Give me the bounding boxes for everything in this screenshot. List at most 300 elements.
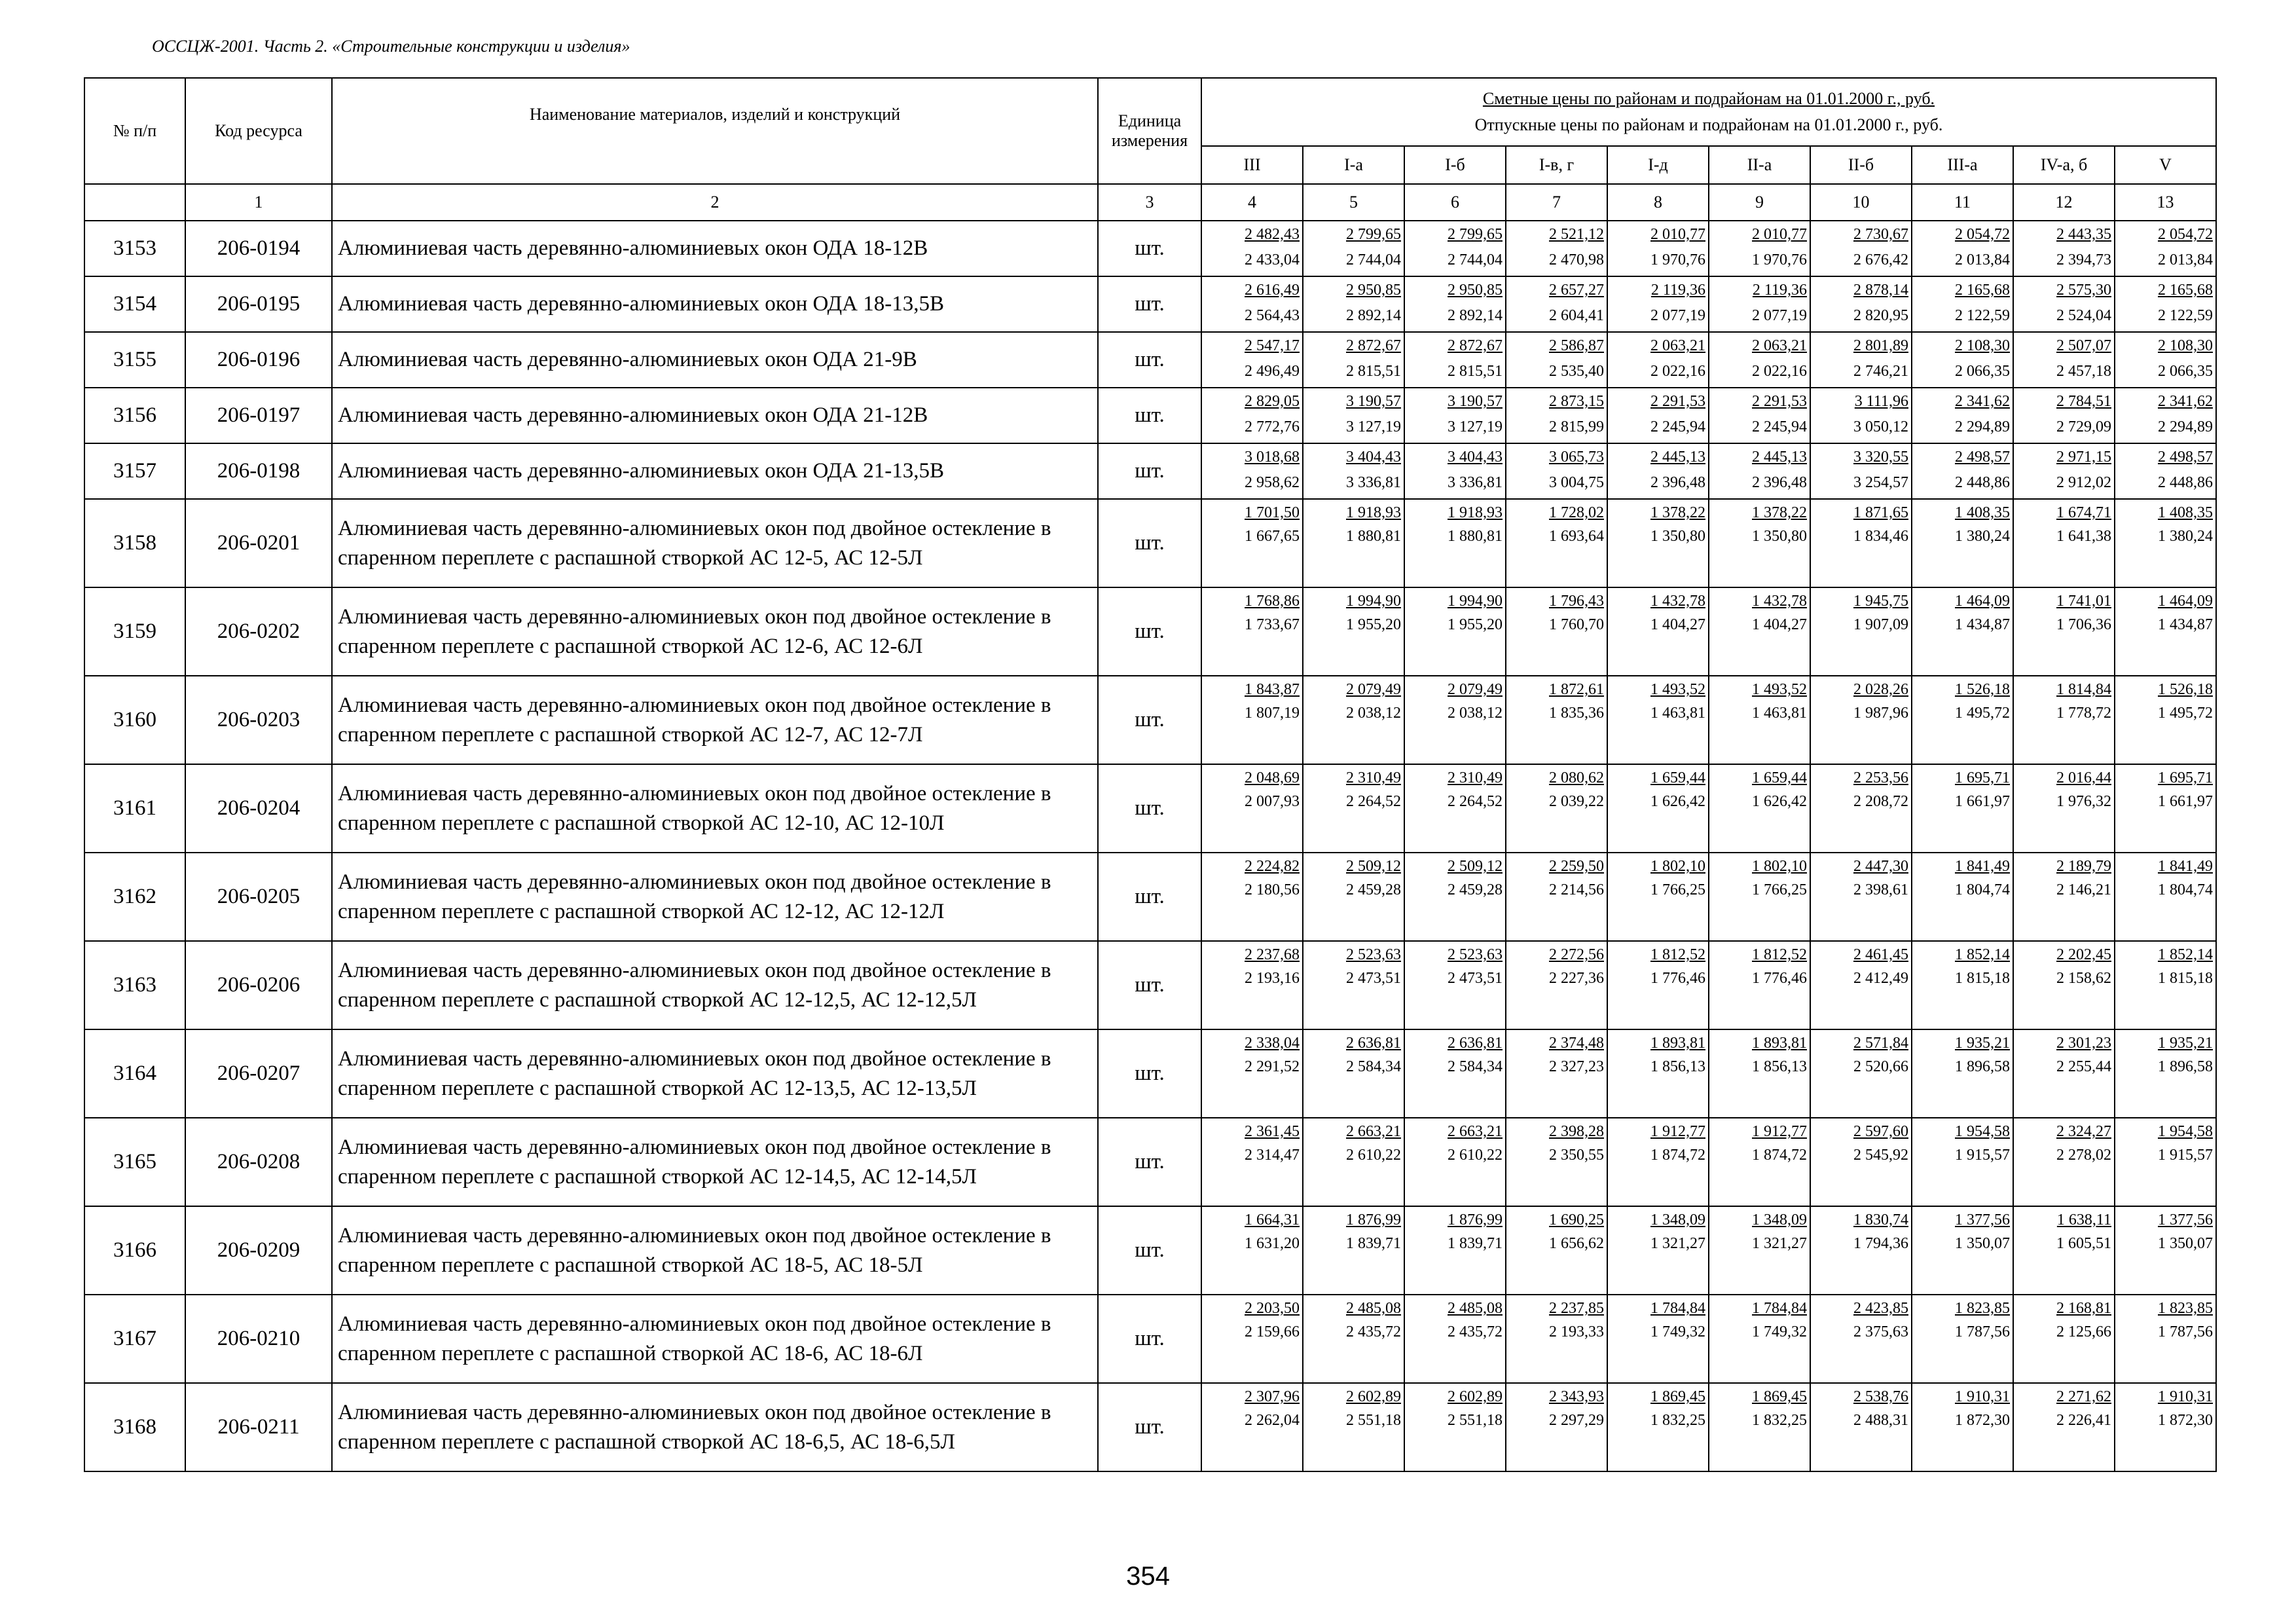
price-cell bbox=[1201, 1206, 1303, 1295]
estimate-price: 3 190,57 bbox=[1448, 393, 1503, 410]
estimate-price: 1 378,22 bbox=[1650, 504, 1705, 521]
estimate-price: 1 728,02 bbox=[1549, 504, 1604, 521]
release-price: 2 535,40 bbox=[1549, 363, 1604, 380]
release-price: 2 448,86 bbox=[2158, 474, 2213, 491]
region-header: I-в, г bbox=[1506, 146, 1607, 184]
price-cell bbox=[1201, 1383, 1303, 1471]
estimate-price: 2 443,35 bbox=[2056, 226, 2111, 243]
price-cell bbox=[1303, 676, 1404, 764]
estimate-price: 2 485,08 bbox=[1346, 1300, 1401, 1317]
price-cell bbox=[1506, 332, 1607, 388]
release-price: 1 804,74 bbox=[2158, 881, 2213, 898]
region-header: III-а bbox=[1912, 146, 2013, 184]
estimate-price: 2 482,43 bbox=[1245, 226, 1300, 243]
price-cell bbox=[2115, 1383, 2216, 1471]
estimate-price: 1 912,77 bbox=[1752, 1123, 1807, 1140]
estimate-price: 2 259,50 bbox=[1549, 858, 1604, 875]
release-price: 2 038,12 bbox=[1346, 705, 1401, 722]
estimate-price: 1 994,90 bbox=[1346, 593, 1401, 610]
release-price: 1 706,36 bbox=[2056, 616, 2111, 633]
estimate-price: 2 507,07 bbox=[2056, 337, 2111, 354]
estimate-price: 2 801,89 bbox=[1853, 337, 1908, 354]
price-cell bbox=[1709, 587, 1810, 676]
release-price: 1 749,32 bbox=[1752, 1323, 1807, 1340]
column-number: 5 bbox=[1303, 184, 1404, 221]
table-row bbox=[84, 1383, 2216, 1471]
release-price: 2 815,51 bbox=[1346, 363, 1401, 380]
price-cell bbox=[2013, 221, 2115, 276]
estimate-price: 1 408,35 bbox=[2158, 504, 2213, 521]
release-price: 2 245,94 bbox=[1752, 418, 1807, 435]
estimate-price: 2 829,05 bbox=[1245, 393, 1300, 410]
estimate-price: 2 950,85 bbox=[1448, 282, 1503, 299]
unit: шт. bbox=[1098, 853, 1201, 941]
release-price: 2 604,41 bbox=[1549, 307, 1604, 324]
release-price: 2 180,56 bbox=[1245, 881, 1300, 898]
estimate-price: 2 189,79 bbox=[2056, 858, 2111, 875]
release-price: 2 122,59 bbox=[2158, 307, 2213, 324]
price-cell bbox=[1709, 1029, 1810, 1118]
price-cell bbox=[1709, 388, 1810, 443]
release-price: 2 457,18 bbox=[2056, 363, 2111, 380]
price-cell bbox=[1607, 853, 1709, 941]
estimate-price: 1 918,93 bbox=[1346, 504, 1401, 521]
price-cell bbox=[1912, 443, 2013, 499]
release-price: 2 264,52 bbox=[1346, 793, 1401, 810]
price-cell bbox=[1404, 1206, 1506, 1295]
estimate-price: 2 602,89 bbox=[1448, 1388, 1503, 1405]
item-name: Алюминиевая часть деревянно-алюминиевых окон под двойное остекление в спаренном переплете с распашной створкой АС 12-5, АС 12-5Л bbox=[332, 499, 1098, 587]
estimate-price: 2 165,68 bbox=[1955, 282, 2010, 299]
price-cell bbox=[1912, 1206, 2013, 1295]
price-cell bbox=[2115, 388, 2216, 443]
estimate-price: 1 910,31 bbox=[1955, 1388, 2010, 1405]
item-name: Алюминиевая часть деревянно-алюминиевых окон ОДА 21-13,5В bbox=[332, 443, 1098, 499]
release-price: 1 955,20 bbox=[1448, 616, 1503, 633]
row-number: 3157 bbox=[84, 443, 185, 499]
release-price: 1 626,42 bbox=[1752, 793, 1807, 810]
release-price: 2 013,84 bbox=[1955, 251, 2010, 268]
estimate-price: 1 843,87 bbox=[1245, 681, 1300, 698]
price-cell bbox=[1709, 332, 1810, 388]
estimate-price: 2 509,12 bbox=[1346, 858, 1401, 875]
release-price: 2 610,22 bbox=[1346, 1147, 1401, 1164]
estimate-price: 1 408,35 bbox=[1955, 504, 2010, 521]
price-cell bbox=[1201, 941, 1303, 1029]
estimate-price: 2 080,62 bbox=[1549, 769, 1604, 786]
unit: шт. bbox=[1098, 443, 1201, 499]
release-price: 1 832,25 bbox=[1650, 1412, 1705, 1429]
estimate-price: 2 291,53 bbox=[1650, 393, 1705, 410]
release-price: 1 661,97 bbox=[2158, 793, 2213, 810]
price-cell bbox=[1607, 1118, 1709, 1206]
estimate-price: 2 307,96 bbox=[1245, 1388, 1300, 1405]
release-price: 1 987,96 bbox=[1853, 705, 1908, 722]
price-cell bbox=[1404, 332, 1506, 388]
estimate-price: 1 910,31 bbox=[2158, 1388, 2213, 1405]
estimate-price: 1 659,44 bbox=[1650, 769, 1705, 786]
price-cell bbox=[2115, 332, 2216, 388]
estimate-price: 2 509,12 bbox=[1448, 858, 1503, 875]
estimate-price: 1 432,78 bbox=[1752, 593, 1807, 610]
price-cell bbox=[2013, 276, 2115, 332]
table-row bbox=[84, 1206, 2216, 1295]
table-header bbox=[84, 78, 2216, 221]
price-cell bbox=[1607, 1206, 1709, 1295]
release-price: 2 433,04 bbox=[1245, 251, 1300, 268]
column-number: 7 bbox=[1506, 184, 1607, 221]
price-cell bbox=[1303, 587, 1404, 676]
price-cell bbox=[2115, 1118, 2216, 1206]
region-header: II-а bbox=[1709, 146, 1810, 184]
item-name: Алюминиевая часть деревянно-алюминиевых окон ОДА 21-12В bbox=[332, 388, 1098, 443]
price-cell bbox=[2013, 764, 2115, 853]
unit: шт. bbox=[1098, 587, 1201, 676]
release-price: 2 435,72 bbox=[1346, 1323, 1401, 1340]
price-cell bbox=[1607, 676, 1709, 764]
price-cell bbox=[1607, 221, 1709, 276]
resource-code: 206-0207 bbox=[185, 1029, 332, 1118]
release-price: 1 380,24 bbox=[2158, 528, 2213, 545]
price-cell bbox=[1709, 1118, 1810, 1206]
release-price: 1 787,56 bbox=[1955, 1323, 2010, 1340]
estimate-price: 2 398,28 bbox=[1549, 1123, 1604, 1140]
resource-code: 206-0198 bbox=[185, 443, 332, 499]
price-cell bbox=[1810, 941, 1912, 1029]
estimate-price: 2 301,23 bbox=[2056, 1035, 2111, 1052]
release-price: 2 077,19 bbox=[1650, 307, 1705, 324]
resource-code: 206-0210 bbox=[185, 1295, 332, 1383]
release-price: 2 146,21 bbox=[2056, 881, 2111, 898]
resource-code: 206-0208 bbox=[185, 1118, 332, 1206]
column-number: 11 bbox=[1912, 184, 2013, 221]
estimate-price: 2 237,68 bbox=[1245, 946, 1300, 963]
col-header-code: Код ресурса bbox=[185, 78, 332, 184]
column-number: 8 bbox=[1607, 184, 1709, 221]
page-number: 354 bbox=[1126, 1562, 1170, 1591]
col-header-price-group bbox=[1201, 78, 2216, 146]
release-price: 2 772,76 bbox=[1245, 418, 1300, 435]
price-cell bbox=[1201, 499, 1303, 587]
table-row bbox=[84, 941, 2216, 1029]
release-price: 1 434,87 bbox=[2158, 616, 2213, 633]
price-cell bbox=[1810, 388, 1912, 443]
release-price: 1 970,76 bbox=[1752, 251, 1807, 268]
price-cell bbox=[1607, 332, 1709, 388]
price-cell bbox=[2013, 388, 2115, 443]
price-cell bbox=[1404, 499, 1506, 587]
release-price: 2 815,51 bbox=[1448, 363, 1503, 380]
unit: шт. bbox=[1098, 388, 1201, 443]
region-header: III bbox=[1201, 146, 1303, 184]
release-price: 1 766,25 bbox=[1650, 881, 1705, 898]
region-header: I-а bbox=[1303, 146, 1404, 184]
estimate-price: 3 404,43 bbox=[1346, 449, 1401, 466]
item-name: Алюминиевая часть деревянно-алюминиевых окон под двойное остекление в спаренном переплете с распашной створкой АС 12-13,5, АС 12-13,5Л bbox=[332, 1029, 1098, 1118]
release-price: 2 214,56 bbox=[1549, 881, 1604, 898]
price-cell bbox=[1607, 1383, 1709, 1471]
release-price: 1 661,97 bbox=[1955, 793, 2010, 810]
price-cell bbox=[2013, 443, 2115, 499]
price-cell bbox=[1404, 1295, 1506, 1383]
item-name: Алюминиевая часть деревянно-алюминиевых окон под двойное остекление в спаренном переплете с распашной створкой АС 12-10, АС 12-10Л bbox=[332, 764, 1098, 853]
estimate-price: 2 063,21 bbox=[1650, 337, 1705, 354]
table-row bbox=[84, 443, 2216, 499]
price-cell bbox=[1506, 1383, 1607, 1471]
row-number: 3160 bbox=[84, 676, 185, 764]
price-cell bbox=[1201, 676, 1303, 764]
estimate-price: 2 873,15 bbox=[1549, 393, 1604, 410]
release-price: 2 958,62 bbox=[1245, 474, 1300, 491]
resource-code: 206-0211 bbox=[185, 1383, 332, 1471]
price-cell bbox=[1201, 221, 1303, 276]
release-price: 2 729,09 bbox=[2056, 418, 2111, 435]
price-cell bbox=[1201, 1295, 1303, 1383]
release-price: 1 896,58 bbox=[1955, 1058, 2010, 1075]
estimate-price: 1 464,09 bbox=[1955, 593, 2010, 610]
price-cell bbox=[1709, 1295, 1810, 1383]
price-cell bbox=[1607, 443, 1709, 499]
price-cell bbox=[1303, 853, 1404, 941]
release-price: 2 412,49 bbox=[1853, 970, 1908, 987]
price-cell bbox=[1303, 1118, 1404, 1206]
price-cell bbox=[1201, 853, 1303, 941]
price-cell bbox=[1912, 764, 2013, 853]
estimate-price: 1 784,84 bbox=[1650, 1300, 1705, 1317]
price-cell bbox=[1607, 764, 1709, 853]
release-price: 2 245,94 bbox=[1650, 418, 1705, 435]
estimate-price: 1 674,71 bbox=[2056, 504, 2111, 521]
release-price: 1 350,80 bbox=[1752, 528, 1807, 545]
estimate-price: 2 341,62 bbox=[1955, 393, 2010, 410]
estimate-price: 2 799,65 bbox=[1346, 226, 1401, 243]
price-cell bbox=[2013, 676, 2115, 764]
price-cell bbox=[1303, 443, 1404, 499]
price-cell bbox=[1810, 276, 1912, 332]
price-cell bbox=[1709, 499, 1810, 587]
price-cell bbox=[1709, 1383, 1810, 1471]
release-price: 2 545,92 bbox=[1853, 1147, 1908, 1164]
estimate-price: 1 814,84 bbox=[2056, 681, 2111, 698]
price-cell bbox=[2115, 1295, 2216, 1383]
release-price: 2 551,18 bbox=[1346, 1412, 1401, 1429]
release-price: 1 874,72 bbox=[1650, 1147, 1705, 1164]
release-price: 2 473,51 bbox=[1346, 970, 1401, 987]
estimate-price: 1 796,43 bbox=[1549, 593, 1604, 610]
release-price: 1 766,25 bbox=[1752, 881, 1807, 898]
release-price: 1 749,32 bbox=[1650, 1323, 1705, 1340]
row-number: 3159 bbox=[84, 587, 185, 676]
release-price: 1 641,38 bbox=[2056, 528, 2111, 545]
price-cell bbox=[1303, 388, 1404, 443]
row-number: 3162 bbox=[84, 853, 185, 941]
estimate-price: 1 690,25 bbox=[1549, 1211, 1604, 1228]
price-cell bbox=[2115, 853, 2216, 941]
release-price: 2 350,55 bbox=[1549, 1147, 1604, 1164]
release-price: 1 350,07 bbox=[1955, 1235, 2010, 1252]
price-cell bbox=[1709, 676, 1810, 764]
row-number: 3155 bbox=[84, 332, 185, 388]
estimate-price: 2 538,76 bbox=[1853, 1388, 1908, 1405]
estimate-price: 3 404,43 bbox=[1448, 449, 1503, 466]
release-price: 2 208,72 bbox=[1853, 793, 1908, 810]
release-price: 1 631,20 bbox=[1245, 1235, 1300, 1252]
release-price: 1 907,09 bbox=[1853, 616, 1908, 633]
release-price: 2 744,04 bbox=[1448, 251, 1503, 268]
estimate-price: 1 871,65 bbox=[1853, 504, 1908, 521]
item-name: Алюминиевая часть деревянно-алюминиевых окон под двойное остекление в спаренном переплете с распашной створкой АС 12-7, АС 12-7Л bbox=[332, 676, 1098, 764]
release-price: 2 227,36 bbox=[1549, 970, 1604, 987]
estimate-price: 1 893,81 bbox=[1752, 1035, 1807, 1052]
price-cell bbox=[2115, 221, 2216, 276]
column-number: 1 bbox=[185, 184, 332, 221]
estimate-price: 1 378,22 bbox=[1752, 504, 1807, 521]
estimate-price: 2 485,08 bbox=[1448, 1300, 1503, 1317]
release-price: 2 039,22 bbox=[1549, 793, 1604, 810]
release-price: 3 127,19 bbox=[1448, 418, 1503, 435]
estimate-price: 3 320,55 bbox=[1853, 449, 1908, 466]
price-cell bbox=[2013, 1118, 2115, 1206]
price-cell bbox=[1810, 1295, 1912, 1383]
estimate-price: 2 310,49 bbox=[1448, 769, 1503, 786]
release-price: 1 760,70 bbox=[1549, 616, 1604, 633]
price-cell bbox=[1201, 1029, 1303, 1118]
estimate-price: 2 203,50 bbox=[1245, 1300, 1300, 1317]
resource-code: 206-0195 bbox=[185, 276, 332, 332]
price-cell bbox=[1506, 764, 1607, 853]
release-price: 1 839,71 bbox=[1448, 1235, 1503, 1252]
column-number: 12 bbox=[2013, 184, 2115, 221]
resource-code: 206-0201 bbox=[185, 499, 332, 587]
release-price: 2 291,52 bbox=[1245, 1058, 1300, 1075]
release-price: 2 524,04 bbox=[2056, 307, 2111, 324]
estimate-price: 2 784,51 bbox=[2056, 393, 2111, 410]
price-cell bbox=[1506, 1206, 1607, 1295]
release-price: 1 656,62 bbox=[1549, 1235, 1604, 1252]
column-number: 13 bbox=[2115, 184, 2216, 221]
release-price: 1 693,64 bbox=[1549, 528, 1604, 545]
price-cell bbox=[1506, 388, 1607, 443]
row-number: 3158 bbox=[84, 499, 185, 587]
estimate-price: 2 602,89 bbox=[1346, 1388, 1401, 1405]
release-price: 3 336,81 bbox=[1346, 474, 1401, 491]
price-cell bbox=[1810, 853, 1912, 941]
document-header: ОССЦЖ-2001. Часть 2. «Строительные конструкции и изделия» bbox=[152, 37, 630, 56]
estimate-price: 2 202,45 bbox=[2056, 946, 2111, 963]
col-header-num: № п/п bbox=[84, 78, 185, 184]
estimate-price: 2 423,85 bbox=[1853, 1300, 1908, 1317]
price-cell bbox=[1506, 1295, 1607, 1383]
estimate-price: 2 272,56 bbox=[1549, 946, 1604, 963]
price-cell bbox=[1810, 676, 1912, 764]
release-price: 1 872,30 bbox=[1955, 1412, 2010, 1429]
price-cell bbox=[1912, 1383, 2013, 1471]
price-cell bbox=[1607, 276, 1709, 332]
estimate-price: 2 119,36 bbox=[1752, 282, 1807, 299]
release-price: 1 880,81 bbox=[1448, 528, 1503, 545]
price-cell bbox=[2013, 332, 2115, 388]
table-row bbox=[84, 388, 2216, 443]
estimate-price: 2 730,67 bbox=[1853, 226, 1908, 243]
estimate-price: 2 597,60 bbox=[1853, 1123, 1908, 1140]
estimate-price: 2 165,68 bbox=[2158, 282, 2213, 299]
estimate-price: 2 341,62 bbox=[2158, 393, 2213, 410]
estimate-price: 1 659,44 bbox=[1752, 769, 1807, 786]
release-price: 1 434,87 bbox=[1955, 616, 2010, 633]
price-table bbox=[84, 77, 2217, 1472]
estimate-price: 1 812,52 bbox=[1752, 946, 1807, 963]
estimate-price: 2 108,30 bbox=[1955, 337, 2010, 354]
price-cell bbox=[2013, 499, 2115, 587]
price-cell bbox=[1404, 941, 1506, 1029]
release-price: 1 733,67 bbox=[1245, 616, 1300, 633]
table-row bbox=[84, 332, 2216, 388]
column-number: 6 bbox=[1404, 184, 1506, 221]
price-cell bbox=[1404, 276, 1506, 332]
estimate-price: 2 878,14 bbox=[1853, 282, 1908, 299]
price-cell bbox=[1201, 1118, 1303, 1206]
release-price: 3 050,12 bbox=[1853, 418, 1908, 435]
price-cell bbox=[1201, 388, 1303, 443]
release-price: 2 892,14 bbox=[1346, 307, 1401, 324]
estimate-price: 1 493,52 bbox=[1650, 681, 1705, 698]
release-price: 2 013,84 bbox=[2158, 251, 2213, 268]
price-cell bbox=[1810, 587, 1912, 676]
item-name: Алюминиевая часть деревянно-алюминиевых окон под двойное остекление в спаренном переплете с распашной створкой АС 12-14,5, АС 12-14,5Л bbox=[332, 1118, 1098, 1206]
price-cell bbox=[1607, 941, 1709, 1029]
estimate-price: 2 168,81 bbox=[2056, 1300, 2111, 1317]
estimate-price: 1 701,50 bbox=[1245, 504, 1300, 521]
estimate-price: 2 253,56 bbox=[1853, 769, 1908, 786]
price-cell bbox=[1303, 1383, 1404, 1471]
price-cell bbox=[1912, 853, 2013, 941]
region-header: II-б bbox=[1810, 146, 1912, 184]
price-cell bbox=[2013, 1029, 2115, 1118]
table-row bbox=[84, 1029, 2216, 1118]
estimate-price: 2 663,21 bbox=[1448, 1123, 1503, 1140]
price-cell bbox=[1303, 499, 1404, 587]
price-cell bbox=[2115, 941, 2216, 1029]
unit: шт. bbox=[1098, 221, 1201, 276]
estimate-price: 3 065,73 bbox=[1549, 449, 1604, 466]
price-cell bbox=[1912, 941, 2013, 1029]
release-price: 1 955,20 bbox=[1346, 616, 1401, 633]
table-row bbox=[84, 676, 2216, 764]
price-cell bbox=[2115, 276, 2216, 332]
price-cell bbox=[1912, 499, 2013, 587]
release-price: 1 321,27 bbox=[1650, 1235, 1705, 1252]
estimate-price: 1 432,78 bbox=[1650, 593, 1705, 610]
price-cell bbox=[1404, 388, 1506, 443]
price-cell bbox=[1607, 1029, 1709, 1118]
estimate-price: 2 636,81 bbox=[1346, 1035, 1401, 1052]
release-price: 2 122,59 bbox=[1955, 307, 2010, 324]
price-cell bbox=[1709, 764, 1810, 853]
price-cell bbox=[1709, 276, 1810, 332]
estimate-price: 1 348,09 bbox=[1650, 1211, 1705, 1228]
release-price: 2 564,43 bbox=[1245, 307, 1300, 324]
release-price: 1 404,27 bbox=[1650, 616, 1705, 633]
estimate-price: 1 695,71 bbox=[1955, 769, 2010, 786]
estimate-price: 1 377,56 bbox=[2158, 1211, 2213, 1228]
estimate-price: 2 571,84 bbox=[1853, 1035, 1908, 1052]
price-cell bbox=[1912, 276, 2013, 332]
price-cell bbox=[1201, 332, 1303, 388]
release-price: 2 488,31 bbox=[1853, 1412, 1908, 1429]
row-number: 3168 bbox=[84, 1383, 185, 1471]
estimate-price: 2 636,81 bbox=[1448, 1035, 1503, 1052]
item-name: Алюминиевая часть деревянно-алюминиевых окон под двойное остекление в спаренном переплете с распашной створкой АС 18-6, АС 18-6Л bbox=[332, 1295, 1098, 1383]
